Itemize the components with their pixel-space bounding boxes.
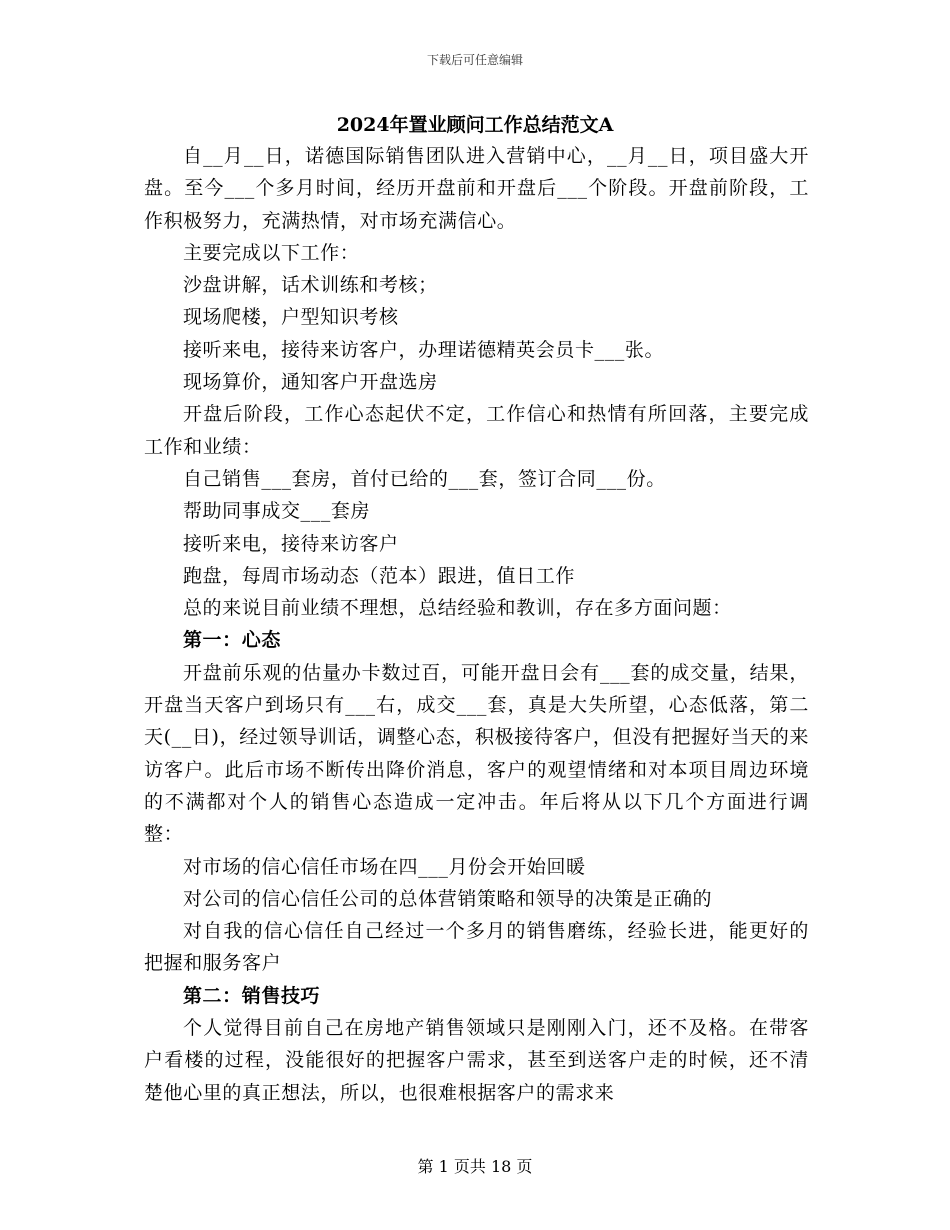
paragraph: 对公司的信心信任公司的总体营销策略和领导的决策是正确的	[182, 887, 713, 910]
paragraph: 个人觉得目前自己在房地产销售领域只是刚刚入门，还不及格。在带客户看楼的过程，没能很好的把握客户需求，甚至到送客户走的时候，还不清楚他心里的真正想法，所以，也很难根据客户的需求来	[144, 1017, 809, 1104]
paragraph: 接听来电，接待来访客户	[182, 532, 399, 555]
page-number: 第 1 页共 18 页	[417, 1157, 533, 1176]
document-title: 2024年置业顾问工作总结范文A	[336, 114, 614, 136]
paragraph: 沙盘讲解，话术训练和考核；	[182, 274, 438, 297]
paragraph: 自己销售___套房，首付已给的___套，签订合同___份。	[182, 467, 666, 490]
paragraph: 帮助同事成交___套房	[182, 500, 371, 523]
paragraph: 现场算价，通知客户开盘选房	[182, 371, 438, 394]
paragraph: 接听来电，接待来访客户，办理诺德精英会员卡___张。	[182, 338, 665, 361]
document-body	[144, 140, 809, 1109]
paragraph: 开盘后阶段，工作心态起伏不定，工作信心和热情有所回落，主要完成工作和业绩：	[144, 403, 809, 458]
paragraph: 总的来说目前业绩不理想，总结经验和教训，存在多方面问题：	[182, 597, 732, 620]
paragraph: 现场爬楼，户型知识考核	[182, 306, 399, 329]
section-heading: 第一：心态	[182, 629, 281, 652]
paragraph: 主要完成以下工作：	[182, 241, 360, 264]
paragraph: 自__月__日，诺德国际销售团队进入营销中心，__月__日，项目盛大开盘。至今___个多月时间，经历开盘前和开盘后___个阶段。开盘前阶段，工作积极努力，充满热情，对市场充满信心。	[144, 145, 809, 232]
paragraph: 对自我的信心信任自己经过一个多月的销售磨练，经验长进，能更好的把握和服务客户	[144, 920, 809, 975]
paragraph: 对市场的信心信任市场在四___月份会开始回暖	[182, 855, 586, 878]
section-heading: 第二：销售技巧	[182, 984, 321, 1007]
paragraph: 跑盘，每周市场动态（范本）跟进，值日工作	[182, 564, 575, 587]
page-header-note: 下载后可任意编辑	[426, 53, 523, 67]
paragraph: 开盘前乐观的估量办卡数过百，可能开盘日会有___套的成交量，结果，开盘当天客户到场只有___右，成交___套，真是大失所望，心态低落，第二天(__日)，经过领导训话，调整心态，积极接待客户，但没有把握好当天的来访客户。此后市场不断传出降价消息，客户的观望情绪和对本项目周边环境的不满都对个人的销售心态造成一定冲击。年后将从以下几个方面进行调整：	[144, 661, 809, 846]
